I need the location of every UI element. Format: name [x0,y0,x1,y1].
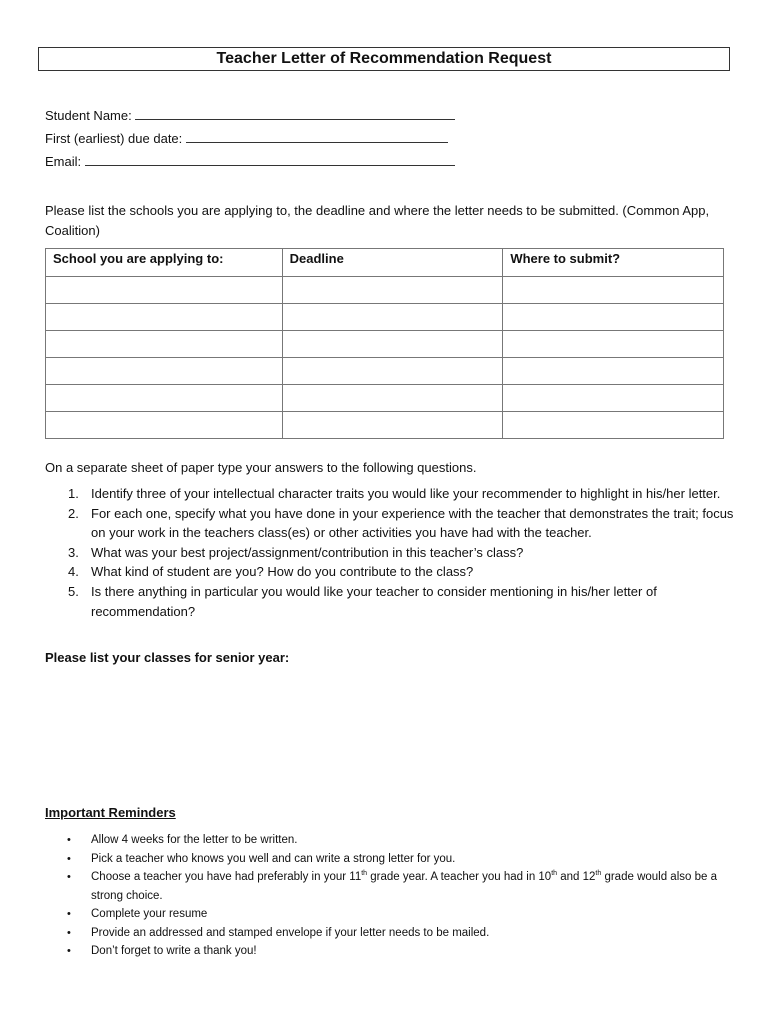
reminder-text: Complete your resume [91,908,208,920]
table-header-row [46,249,724,277]
submit-cell[interactable] [503,358,724,385]
question-number: 3. [68,544,79,560]
reminder-text-part: grade would also be a strong choice. [91,871,717,902]
submit-cell[interactable] [503,385,724,412]
school-cell[interactable] [46,277,283,304]
bullet-icon: • [67,926,71,939]
ordinal-suffix: th [551,870,558,878]
question-item [45,543,735,563]
document-title: Teacher Letter of Recommendation Request [38,47,730,71]
student-name-field [45,104,455,127]
student-name-blank[interactable] [135,106,455,120]
schools-table [45,248,724,439]
table-row [46,331,724,358]
schools-instructions: Please list the schools you are applying to, the deadline and where the letter needs to be submitted. (Common App, Coalition) [45,203,710,238]
bullet-icon: • [67,834,71,846]
reminder-text: Allow 4 weeks for the letter to be written. [91,834,298,846]
bullet-icon: • [67,871,71,883]
table-row [46,412,724,439]
questions-intro: On a separate sheet of paper type your answers to the following questions. [45,460,477,475]
submit-cell[interactable] [503,277,724,304]
school-cell[interactable] [46,358,283,385]
email-blank[interactable] [85,152,455,166]
reminder-text-part: grade year. A teacher you had in 10 [367,871,552,883]
ordinal-suffix: th [361,870,368,878]
bullet-icon: • [67,852,71,865]
reminders-list [45,831,735,961]
due-date-field [45,127,455,150]
question-text: For each one, specify what you have done in your experience with the teacher that demonstrates the trait; focus on your work in the teachers class(es) or other activities you have had with the teacher. [91,505,734,541]
question-item [45,504,735,543]
reminder-item [45,868,735,905]
student-info-fields [45,104,455,173]
school-cell[interactable] [46,304,283,331]
student-name-label: Student Name: [45,108,132,123]
school-cell[interactable] [46,331,283,358]
question-number: 4. [68,564,79,580]
deadline-cell[interactable] [282,277,503,304]
table-row [46,385,724,412]
table-row [46,358,724,385]
reminder-item [45,831,735,850]
questions-list [45,484,735,621]
due-date-blank[interactable] [186,129,448,143]
email-field [45,150,455,173]
header-deadline: Deadline [282,249,503,277]
school-cell[interactable] [46,385,283,412]
header-where-to-submit: Where to submit? [503,249,724,277]
deadline-cell[interactable] [282,385,503,412]
question-item [45,484,735,504]
reminder-text: Pick a teacher who knows you well and can write a strong letter for you. [91,852,456,865]
reminder-item [45,924,735,943]
ordinal-suffix: th [595,870,602,878]
bullet-icon: • [67,945,71,957]
question-number: 1. [68,486,79,501]
table-row [46,277,724,304]
submit-cell[interactable] [503,412,724,439]
deadline-cell[interactable] [282,304,503,331]
table-row [46,304,724,331]
question-item [45,562,735,582]
question-text: Identify three of your intellectual character traits you would like your recommender to highlight in his/her letter. [91,486,721,501]
reminders-heading: Important Reminders [45,805,176,820]
question-text: Is there anything in particular you would like your teacher to consider mentioning in his/her letter of recommendation? [91,583,657,619]
senior-year-heading: Please list your classes for senior year: [45,650,290,665]
due-date-label: First (earliest) due date: [45,131,183,146]
question-item [45,582,735,621]
school-cell[interactable] [46,412,283,439]
reminder-item [45,905,735,924]
reminder-text-part: and 12 [557,871,596,883]
submit-cell[interactable] [503,304,724,331]
deadline-cell[interactable] [282,331,503,358]
reminder-text: Don’t forget to write a thank you! [91,945,257,957]
question-text: What was your best project/assignment/contribution in this teacher’s class? [91,544,524,560]
deadline-cell[interactable] [282,412,503,439]
question-text: What kind of student are you? How do you contribute to the class? [91,564,474,580]
question-number: 2. [68,505,79,521]
deadline-cell[interactable] [282,358,503,385]
question-number: 5. [68,583,79,599]
reminder-text-part: Choose a teacher you have had preferably in your 11 [91,871,362,883]
bullet-icon: • [67,908,71,920]
reminder-item [45,942,735,961]
header-school: School you are applying to: [46,249,283,277]
email-label: Email: [45,154,82,169]
reminder-text [91,871,717,902]
submit-cell[interactable] [503,331,724,358]
reminder-item [45,850,735,869]
reminder-text: Provide an addressed and stamped envelope if your letter needs to be mailed. [91,926,490,939]
